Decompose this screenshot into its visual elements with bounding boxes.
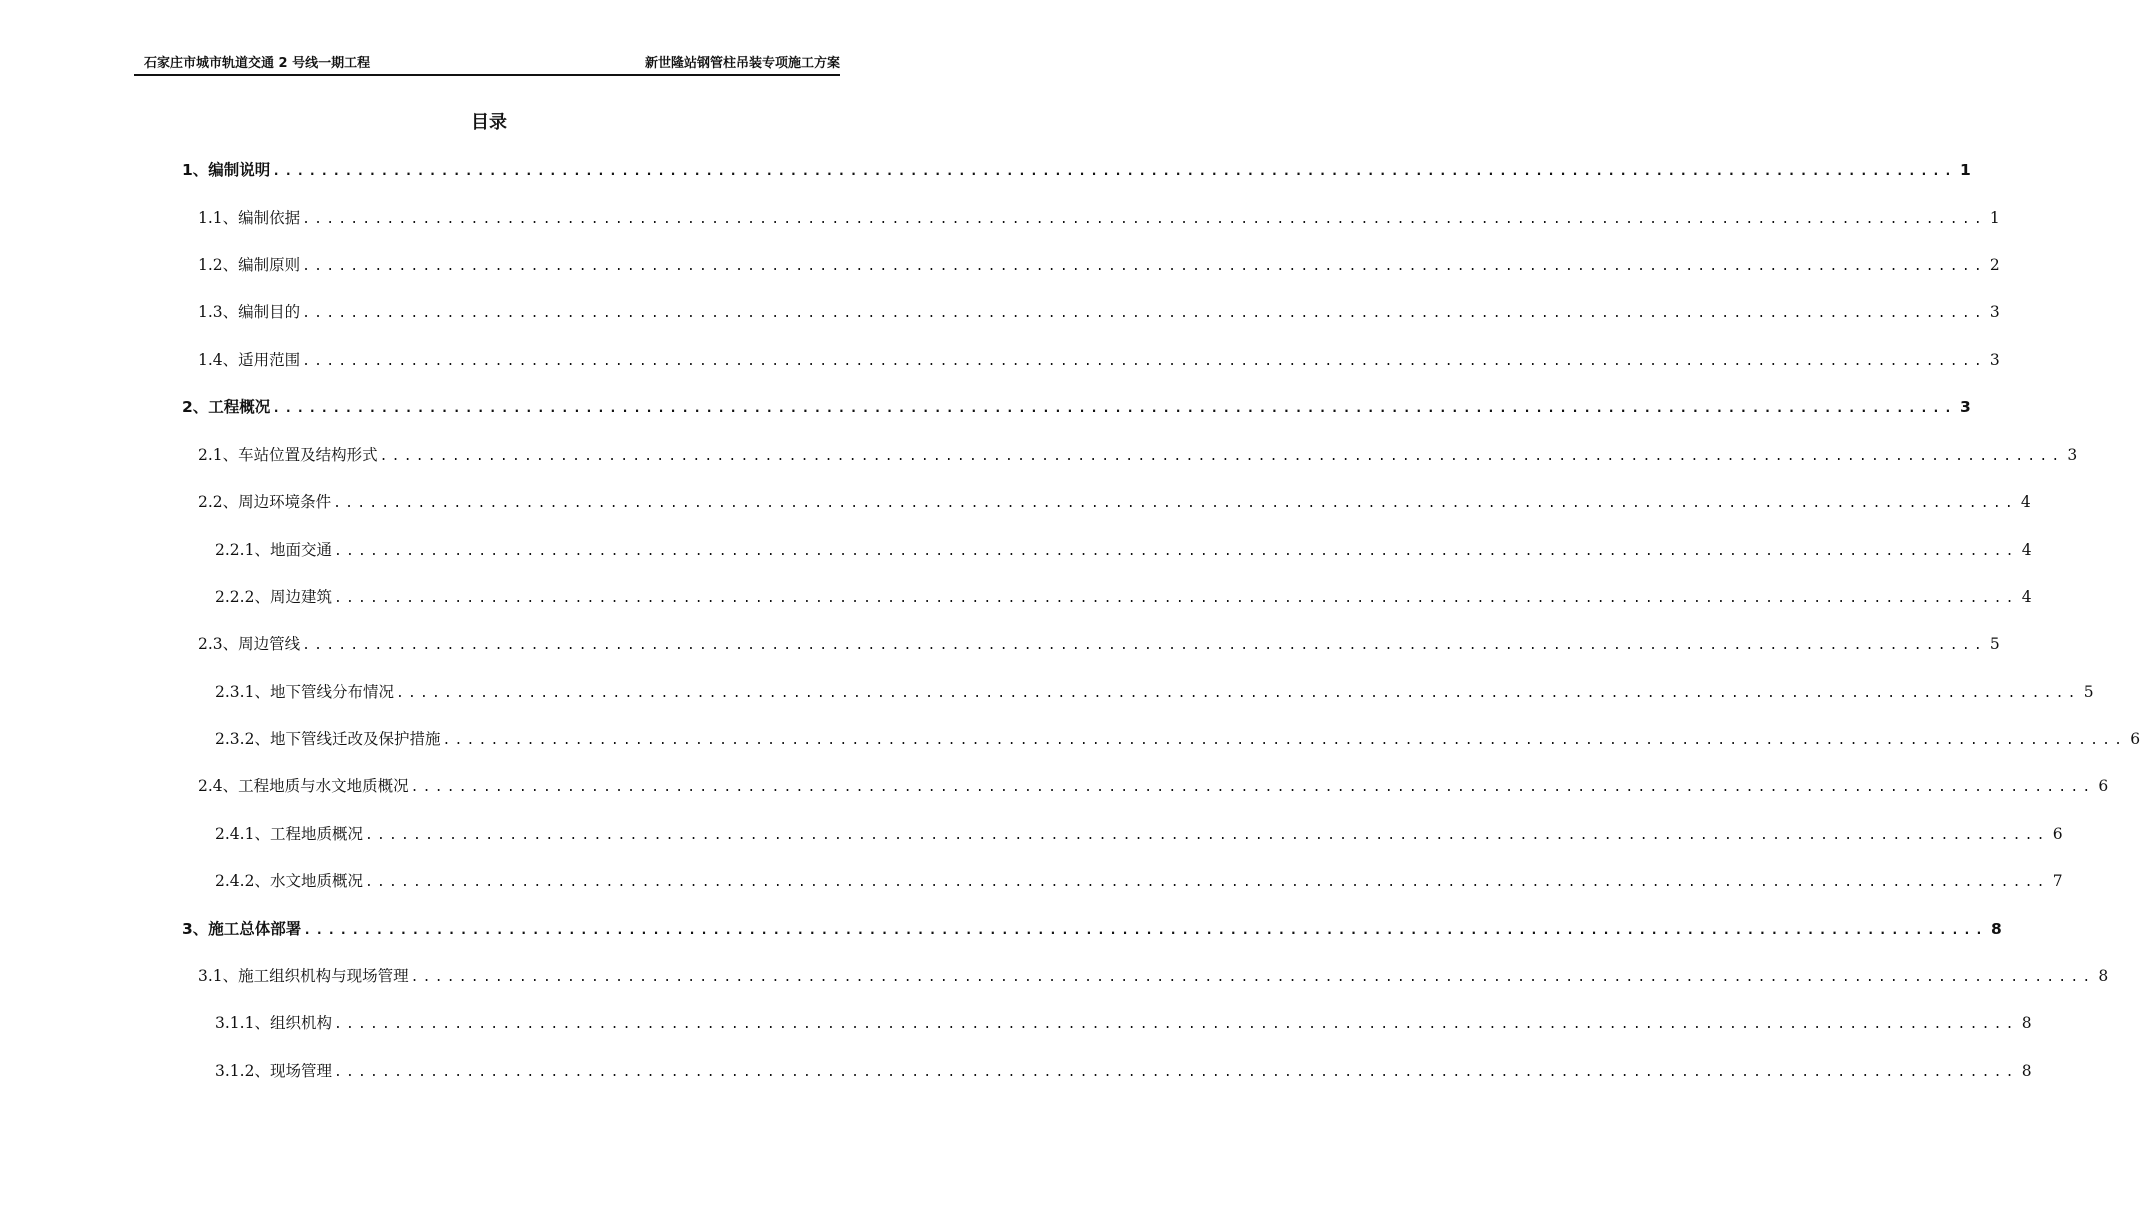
toc-entry-title: 2.3.1、地下管线分布情况 <box>215 683 394 701</box>
toc-entry-3[interactable] <box>182 917 2002 941</box>
toc-entry-title: 3.1、施工组织机构与现场管理 <box>198 967 409 985</box>
toc-entry-3-1-1[interactable] <box>215 1011 2032 1035</box>
toc-entry-title: 1.4、适用范围 <box>198 351 301 369</box>
toc-dot-leader: ............................................................................................................................................ <box>442 733 2127 748</box>
toc-page-number: 5 <box>2083 683 2094 701</box>
toc-entry-title: 2.2.2、周边建筑 <box>215 588 332 606</box>
toc-entry-title: 3、施工总体部署 <box>182 920 302 938</box>
toc-entry-title: 2.3.2、地下管线迁改及保护措施 <box>215 730 441 748</box>
toc-entry-2-2[interactable] <box>198 490 2031 514</box>
toc-dot-leader: ............................................................................................................................................ <box>302 259 1986 274</box>
toc-entry-2-3-2[interactable] <box>215 727 2140 751</box>
toc-dot-leader: ............................................................................................................................................ <box>395 686 2080 701</box>
toc-entry-title: 2.3、周边管线 <box>198 635 301 653</box>
toc-dot-leader: ............................................................................................................................................ <box>302 638 1986 653</box>
toc-entry-title: 2.2.1、地面交通 <box>215 541 332 559</box>
toc-dot-leader: ............................................................................................................................................ <box>410 970 2095 985</box>
toc-entry-1-4[interactable] <box>198 348 2000 372</box>
toc-page-number: 8 <box>1991 920 2002 938</box>
toc-entry-2-4-1[interactable] <box>215 822 2063 846</box>
toc-dot-leader: ............................................................................................................................................ <box>333 1065 2018 1080</box>
toc-dot-leader: ............................................................................................................................................ <box>272 401 1957 416</box>
toc-title: 目录 <box>471 112 507 133</box>
toc-dot-leader: ............................................................................................................................................ <box>364 875 2049 890</box>
toc-entry-2-4[interactable] <box>198 774 2109 798</box>
toc-dot-leader: ............................................................................................................................................ <box>333 591 2018 606</box>
toc-entry-2-2-1[interactable] <box>215 538 2032 562</box>
toc-page-number: 3 <box>1989 303 2000 321</box>
toc-page-number: 8 <box>2021 1014 2032 1032</box>
toc-entry-2-1[interactable] <box>198 443 2078 467</box>
toc-entry-1-1[interactable] <box>198 206 2000 230</box>
toc-page-number: 7 <box>2052 872 2063 890</box>
toc-entry-title: 2.1、车站位置及结构形式 <box>198 446 378 464</box>
toc-entry-3-1[interactable] <box>198 964 2109 988</box>
toc-dot-leader: ............................................................................................................................................ <box>333 496 2017 511</box>
header-project-name: 石家庄市城市轨道交通 2 号线一期工程 <box>144 56 371 71</box>
toc-page-number: 5 <box>1989 635 2000 653</box>
toc-entry-3-1-2[interactable] <box>215 1059 2032 1083</box>
toc-dot-leader: ............................................................................................................................................ <box>379 449 2064 464</box>
toc-entry-title: 2、工程概况 <box>182 398 271 416</box>
toc-entry-title: 3.1.2、现场管理 <box>215 1062 332 1080</box>
toc-entry-title: 3.1.1、组织机构 <box>215 1014 332 1032</box>
toc-dot-leader: ............................................................................................................................................ <box>333 544 2018 559</box>
toc-page-number: 1 <box>1960 161 1971 179</box>
toc-entry-2-2-2[interactable] <box>215 585 2032 609</box>
toc-page-number: 4 <box>2021 588 2032 606</box>
toc-entry-2[interactable] <box>182 395 1971 419</box>
toc-entry-title: 2.4.1、工程地质概况 <box>215 825 363 843</box>
toc-entry-title: 2.2、周边环境条件 <box>198 493 332 511</box>
toc-dot-leader: ............................................................................................................................................ <box>302 306 1986 321</box>
toc-entry-2-3[interactable] <box>198 632 2000 656</box>
toc-page-number: 6 <box>2052 825 2063 843</box>
header-document-title: 新世隆站钢管柱吊装专项施工方案 <box>644 56 840 71</box>
toc-entry-1-3[interactable] <box>198 300 2000 324</box>
toc-entry-title: 2.4.2、水文地质概况 <box>215 872 363 890</box>
toc-page-number: 6 <box>2098 777 2109 795</box>
toc-dot-leader: ............................................................................................................................................ <box>410 780 2095 795</box>
toc-entry-2-4-2[interactable] <box>215 869 2063 893</box>
toc-page-number: 8 <box>2098 967 2109 985</box>
toc-page-number: 4 <box>2021 541 2032 559</box>
toc-entry-title: 1、编制说明 <box>182 161 271 179</box>
toc-entry-1-2[interactable] <box>198 253 2000 277</box>
toc-dot-leader: ............................................................................................................................................ <box>302 354 1986 369</box>
toc-dot-leader: ............................................................................................................................................ <box>333 1017 2018 1032</box>
toc-page-number: 3 <box>2067 446 2078 464</box>
toc-page-number: 6 <box>2130 730 2140 748</box>
toc-page-number: 1 <box>1989 209 2000 227</box>
toc-page-number: 2 <box>1989 256 2000 274</box>
toc-page-number: 8 <box>2021 1062 2032 1080</box>
toc-dot-leader: ............................................................................................................................................ <box>272 164 1957 179</box>
toc-dot-leader: ............................................................................................................................................ <box>302 212 1986 227</box>
toc-entry-title: 1.2、编制原则 <box>198 256 301 274</box>
toc-page-number: 3 <box>1989 351 2000 369</box>
toc-entry-1[interactable] <box>182 158 1971 182</box>
toc-entry-2-3-1[interactable] <box>215 680 2094 704</box>
toc-page-number: 4 <box>2020 493 2031 511</box>
toc-entry-title: 1.3、编制目的 <box>198 303 301 321</box>
toc-dot-leader: ............................................................................................................................................ <box>303 923 1988 938</box>
toc-page-number: 3 <box>1960 398 1971 416</box>
toc-entry-title: 1.1、编制依据 <box>198 209 301 227</box>
toc-dot-leader: ............................................................................................................................................ <box>364 828 2049 843</box>
toc-entry-title: 2.4、工程地质与水文地质概况 <box>198 777 409 795</box>
